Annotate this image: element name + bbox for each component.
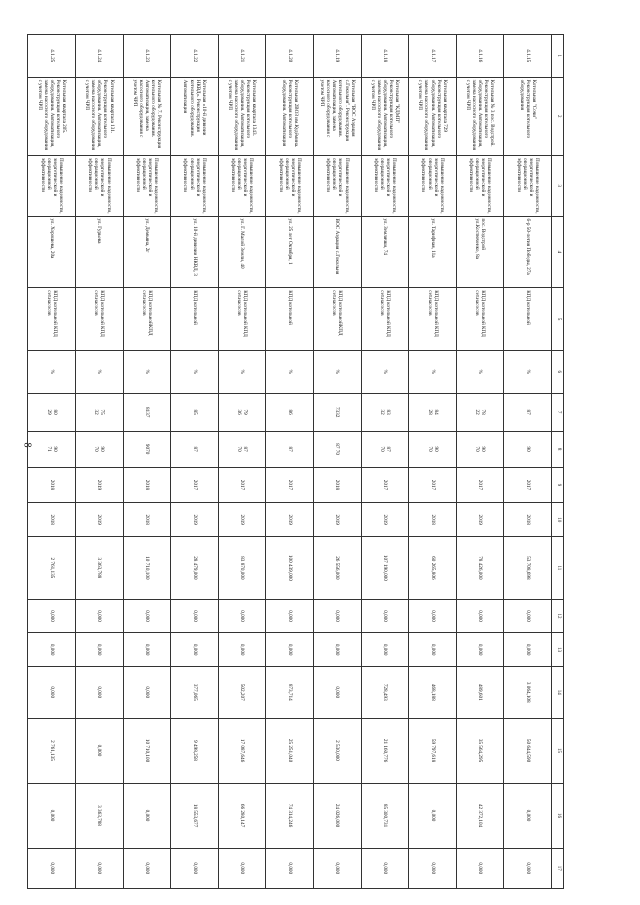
amount-cell: 0,000 [171, 848, 219, 888]
amount-cell: 0,000 [456, 633, 504, 667]
col-header: 4 [552, 216, 564, 288]
amount-cell: 0,000 [76, 718, 124, 783]
col-header: 5 [552, 288, 564, 351]
page-number: 8 [21, 442, 32, 448]
amount-cell: 0,000 [76, 599, 124, 633]
amount-cell: 0,000 [76, 666, 124, 718]
indicator-cell: КПД котельной КПД сет.насосов [76, 288, 124, 351]
unit-cell: % [361, 351, 409, 394]
amount-cell: 0,000 [504, 848, 552, 888]
row-id-cell: 4.1.18 [361, 35, 409, 78]
value-before-cell: 75 32 [76, 393, 124, 431]
amount-cell: 85 300,731 [361, 783, 409, 848]
amount-cell: 0,000 [76, 848, 124, 888]
indicator-cell: КПД котельной КПД сет.насосов [218, 288, 266, 351]
project-name-cell: Котельная № 3 пос. Водстрой. Реконструкция котельного оборудования. Автоматизация, замена насосного оборудования с учетом ЧРП [456, 77, 504, 155]
end-year-cell: 2019 [171, 503, 219, 537]
value-after-cell: 90 70 [456, 431, 504, 467]
value-before-cell: 80 29 [28, 393, 76, 431]
start-year-cell: 2018 [314, 467, 362, 503]
amount-cell: 0,000 [314, 633, 362, 667]
amount-cell: 74 314,246 [266, 783, 314, 848]
address-cell: ул. Хорошева, 20а [28, 216, 76, 288]
goal-cell: Повышение надежности, энергетической и операционной эффективности [314, 156, 362, 217]
total-cost-cell: 28 479,000 [171, 537, 219, 600]
value-after-cell: 87 70 [361, 431, 409, 467]
amount-cell: 21 160,776 [361, 718, 409, 783]
indicator-cell: КПД котельной КПД сет.насосов [28, 288, 76, 351]
value-before-cell: 7332 [314, 393, 362, 431]
table-row [504, 35, 552, 889]
project-name-cell: Котельная "ВОС Аэрация с.Гокольня". Реконструкция котельного оборудования. Автоматизация, замена насосного оборудования с учетом ЧРП [314, 77, 362, 155]
amount-cell: 0,000 [504, 783, 552, 848]
amount-cell: 35 564,295 [456, 718, 504, 783]
table-row [456, 35, 504, 889]
rotated-table-sheet [36, 34, 564, 889]
amount-cell: 0,000 [266, 633, 314, 667]
address-cell: пос. Водстрой ул.Костюченко, 8а [456, 216, 504, 288]
value-after-cell: 90 [504, 431, 552, 467]
value-after-cell: 90 71 [28, 431, 76, 467]
amount-cell: 0,000 [361, 848, 409, 888]
row-id-cell: 4.1.17 [409, 35, 457, 78]
indicator-cell: КПД котельной КПД сет.насосов [409, 288, 457, 351]
address-cell: ул. Землячки, 74 [361, 216, 409, 288]
value-after-cell: 87 [266, 431, 314, 467]
goal-cell: Повышение надежности, энергетической и операционной эффективности [218, 156, 266, 217]
indicator-cell: КПД котельной [171, 288, 219, 351]
start-year-cell: 2017 [504, 467, 552, 503]
end-year-cell: 2019 [218, 503, 266, 537]
amount-cell: 17 087,646 [218, 718, 266, 783]
end-year-cell: 2019 [76, 503, 124, 537]
address-cell: ул. Г. Малой Земли, 40 [218, 216, 266, 288]
value-before-cell: 83 32 [361, 393, 409, 431]
end-year-cell: 2019 [456, 503, 504, 537]
amount-cell: 0,000 [28, 783, 76, 848]
amount-cell: 0,000 [314, 666, 362, 718]
goal-cell: Повышение надежности, энергетической и операционной эффективности [361, 156, 409, 217]
address-cell: ВОС Аэрация с.Гокольня [314, 216, 362, 288]
row-id-cell: 4.1.21 [218, 35, 266, 78]
col-header: 7 [552, 393, 564, 431]
value-after-cell: 9070 [123, 431, 171, 467]
indicator-cell: КПД котельнойКПД сет.насосов [314, 288, 362, 351]
col-header: 12 [552, 599, 564, 633]
table-row [28, 35, 76, 889]
address-cell: ул. Гурьева [76, 216, 124, 288]
project-name-cell: Котельная квартала 729 Реконструкция котельного оборудования. Автоматизация, замена насосного оборудования с учетом ЧРП [409, 77, 457, 155]
amount-cell: 9 498,258 [171, 718, 219, 783]
total-cost-cell: 83 870,000 [218, 537, 266, 600]
value-after-cell: 87 70 [218, 431, 266, 467]
col-header: 16 [552, 783, 564, 848]
end-year-cell: 2019 [266, 503, 314, 537]
amount-cell: 0,000 [314, 848, 362, 888]
start-year-cell: 2018 [123, 467, 171, 503]
total-cost-cell: 78 426,000 [456, 537, 504, 600]
goal-cell: Повышение надежности, энергетической и операционной эффективности [504, 156, 552, 217]
address-cell: ул. 10-й дивизии НКВД, 3 [171, 216, 219, 288]
col-header: 6 [552, 351, 564, 394]
end-year-cell: 2019 [361, 503, 409, 537]
start-year-cell: 2017 [171, 467, 219, 503]
col-header: 13 [552, 633, 564, 667]
column-number-row [552, 35, 564, 889]
unit-cell: % [123, 351, 171, 394]
goal-cell: Повышение надежности, энергетической и операционной эффективности [28, 156, 76, 217]
value-after-cell: 87 70 [314, 431, 362, 467]
amount-cell: 0,000 [28, 633, 76, 667]
total-cost-cell: 2 761,135 [28, 537, 76, 600]
row-id-cell: 4.1.19 [314, 35, 362, 78]
amount-cell: 0,000 [123, 599, 171, 633]
address-cell: ул. 25 лет Октября, 1 [266, 216, 314, 288]
row-id-cell: 4.1.20 [266, 35, 314, 78]
project-name-cell: Котельная квартала 131. Реконструкция котельного оборудования. Автоматизация, замена насосного оборудования с учетом ЧРП [76, 77, 124, 155]
start-year-cell: 2017 [409, 467, 457, 503]
amount-cell: 0,000 [456, 848, 504, 888]
unit-cell: % [314, 351, 362, 394]
project-name-cell: Котельная 2ВОЗ им.Кудёмина. Реконструкция котельного оборудования. Автоматизация [266, 77, 314, 155]
goal-cell: Повышение надежности, энергетической и операционной эффективности [266, 156, 314, 217]
amount-cell: 0,000 [76, 633, 124, 667]
amount-cell: 66 280,147 [218, 783, 266, 848]
amount-cell: 0,000 [123, 666, 171, 718]
amount-cell: 0,000 [266, 599, 314, 633]
value-after-cell: 90 70 [409, 431, 457, 467]
end-year-cell: 2018 [28, 503, 76, 537]
goal-cell: Повышение надежности, энергетической и операционной эффективности [76, 156, 124, 217]
table-row [123, 35, 171, 889]
table-row [409, 35, 457, 889]
goal-cell: Повышение надежности, энергетической и операционной эффективности [171, 156, 219, 217]
start-year-cell: 2019 [76, 467, 124, 503]
value-before-cell: 85 [171, 393, 219, 431]
row-id-cell: 4.1.22 [171, 35, 219, 78]
end-year-cell: 2018 [123, 503, 171, 537]
unit-cell: % [171, 351, 219, 394]
amount-cell: 0,000 [218, 599, 266, 633]
amount-cell: 0,000 [218, 633, 266, 667]
amount-cell: 0,000 [28, 666, 76, 718]
row-id-cell: 4.1.25 [28, 35, 76, 78]
unit-cell: % [76, 351, 124, 394]
row-id-cell: 4.1.16 [456, 35, 504, 78]
project-name-cell: Котельная «10-й дивизии НКВД». Реконструкция котельного оборудования. Автоматизация [171, 77, 219, 155]
col-header: 10 [552, 503, 564, 537]
row-id-cell: 4.1.24 [76, 35, 124, 78]
amount-cell: 0,000 [409, 633, 457, 667]
project-name-cell: Котельная № 7. Реконструкция котельного оборудования. Автоматизация, замена насосного оборудования с учетом ЧРП [123, 77, 171, 155]
amount-cell: 0,000 [218, 848, 266, 888]
project-name-cell: Котельная "Сочи" Реконструкция котельного оборудования [504, 77, 552, 155]
unit-cell: % [266, 351, 314, 394]
unit-cell: % [28, 351, 76, 394]
investment-program-table [27, 34, 564, 889]
amount-cell: 0,000 [504, 599, 552, 633]
amount-cell: 25 251,040 [266, 718, 314, 783]
col-header: 3 [552, 156, 564, 217]
amount-cell: 0,000 [28, 599, 76, 633]
unit-cell: % [504, 351, 552, 394]
total-cost-cell: 26 556,000 [314, 537, 362, 600]
amount-cell: 468,188 [409, 666, 457, 718]
address-cell: ул. Демьяна, 2г [123, 216, 171, 288]
amount-cell: 0,000 [123, 633, 171, 667]
amount-cell: 3 064,108 [504, 666, 552, 718]
unit-cell: % [409, 351, 457, 394]
indicator-cell: КПД котельной [504, 288, 552, 351]
amount-cell: 489,601 [456, 666, 504, 718]
value-before-cell: 79 36 [218, 393, 266, 431]
amount-cell: 0,000 [361, 599, 409, 633]
amount-cell: 0,000 [504, 633, 552, 667]
table-row [361, 35, 409, 889]
col-header: 1 [552, 35, 564, 78]
end-year-cell: 2018 [504, 503, 552, 537]
value-before-cell: 84 28 [409, 393, 457, 431]
col-header: 17 [552, 848, 564, 888]
col-header: 11 [552, 537, 564, 600]
amount-cell: 2 761,135 [28, 718, 76, 783]
amount-cell: 377,065 [171, 666, 219, 718]
col-header: 2 [552, 77, 564, 155]
goal-cell: Повышение надежности, энергетической и операционной эффективности [409, 156, 457, 217]
amount-cell: 0,000 [171, 633, 219, 667]
total-cost-cell: 10 710,100 [123, 537, 171, 600]
amount-cell: 728,493 [361, 666, 409, 718]
amount-cell: 0,000 [409, 599, 457, 633]
address-cell: б-р 50-летия Победы, 27а [504, 216, 552, 288]
amount-cell: 0,000 [361, 633, 409, 667]
amount-cell: 0,000 [123, 783, 171, 848]
amount-cell: 0,000 [123, 848, 171, 888]
col-header: 14 [552, 666, 564, 718]
value-after-cell: 87 [171, 431, 219, 467]
total-cost-cell: 107 190,000 [361, 537, 409, 600]
total-cost-cell: 3 363,788 [76, 537, 124, 600]
amount-cell: 3 363,788 [76, 783, 124, 848]
project-name-cell: Котельная "КДМП" Реконструкция котельного оборудования. Автоматизация, замена насосного оборудования с учетом ЧРП [361, 77, 409, 155]
start-year-cell: 2017 [456, 467, 504, 503]
value-before-cell: 8137 [123, 393, 171, 431]
amount-cell: 18 553,677 [171, 783, 219, 848]
value-before-cell: 87 [504, 393, 552, 431]
project-name-cell: Котельная квартала 1343. Реконструкция котельного оборудования. Автоматизация, замена насосного оборудования с учетом ЧРП [218, 77, 266, 155]
total-cost-cell: 60 265,806 [409, 537, 457, 600]
col-header: 15 [552, 718, 564, 783]
amount-cell: 0,000 [409, 783, 457, 848]
start-year-cell: 2017 [361, 467, 409, 503]
row-id-cell: 4.1.15 [504, 35, 552, 78]
total-cost-cell: 100 439,000 [266, 537, 314, 600]
start-year-cell: 2018 [28, 467, 76, 503]
unit-cell: % [456, 351, 504, 394]
indicator-cell: КПД котельной [266, 288, 314, 351]
value-after-cell: 90 70 [76, 431, 124, 467]
amount-cell: 0,000 [28, 848, 76, 888]
goal-cell: Повышение надежности, энергетической и операционной эффективности [123, 156, 171, 217]
start-year-cell: 2017 [266, 467, 314, 503]
amount-cell: 59 797,618 [409, 718, 457, 783]
end-year-cell: 2019 [314, 503, 362, 537]
table-row [218, 35, 266, 889]
amount-cell: 10 710,100 [123, 718, 171, 783]
indicator-cell: КПД котельнойКПД сет.насосов [123, 288, 171, 351]
amount-cell: 0,000 [171, 599, 219, 633]
amount-cell: 502,207 [218, 666, 266, 718]
indicator-cell: КПД котельной КПД сет.насосов [361, 288, 409, 351]
start-year-cell: 2017 [218, 467, 266, 503]
goal-cell: Повышение надежности, энергетической и операционной эффективности [456, 156, 504, 217]
col-header: 9 [552, 467, 564, 503]
table-row [171, 35, 219, 889]
indicator-cell: КПД котельной КПД сет.насосов [456, 288, 504, 351]
amount-cell: 50 644,590 [504, 718, 552, 783]
amount-cell: 0,000 [456, 599, 504, 633]
table-row [314, 35, 362, 889]
unit-cell: % [218, 351, 266, 394]
amount-cell: 0,000 [314, 599, 362, 633]
amount-cell: 2 530,000 [314, 718, 362, 783]
col-header: 8 [552, 431, 564, 467]
address-cell: ул. Тарифная, 11а [409, 216, 457, 288]
value-before-cell: 78 22 [456, 393, 504, 431]
project-name-cell: Котельная квартала 205. Реконструкция котельного оборудования. Автоматизация, замена насосного оборудования с учетом ЧРП [28, 77, 76, 155]
table-row [76, 35, 124, 889]
value-before-cell: 86 [266, 393, 314, 431]
row-id-cell: 4.1.23 [123, 35, 171, 78]
amount-cell: 24 026,000 [314, 783, 362, 848]
total-cost-cell: 53 708,698 [504, 537, 552, 600]
amount-cell: 873,714 [266, 666, 314, 718]
amount-cell: 0,000 [409, 848, 457, 888]
amount-cell: 42 372,104 [456, 783, 504, 848]
amount-cell: 0,000 [266, 848, 314, 888]
end-year-cell: 2018 [409, 503, 457, 537]
table-row [266, 35, 314, 889]
